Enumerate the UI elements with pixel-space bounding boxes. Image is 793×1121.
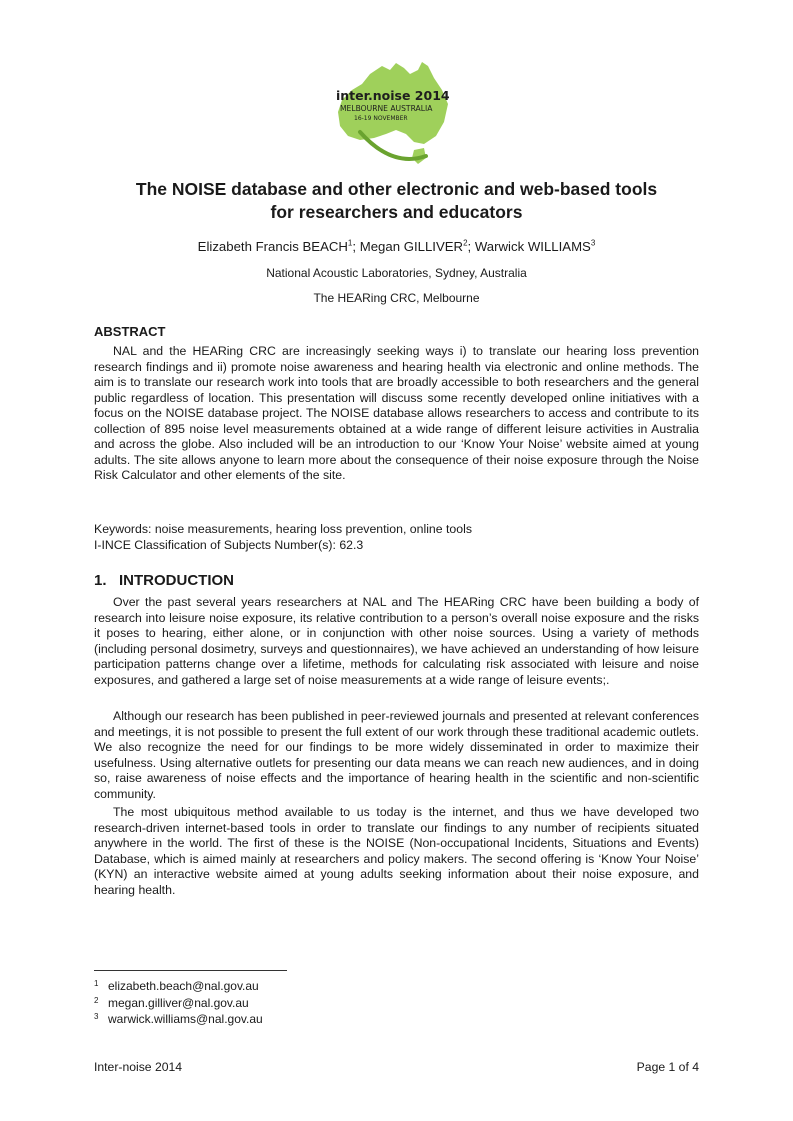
footnotes bbox=[94, 978, 263, 1028]
footer-conference: Inter-noise 2014 bbox=[94, 1060, 183, 1074]
author-mark: 2 bbox=[463, 238, 468, 248]
conference-logo bbox=[330, 60, 460, 172]
footnote-email: megan.gilliver@nal.gov.au bbox=[108, 995, 249, 1010]
logo-text-line2: MELBOURNE AUSTRALIA bbox=[340, 104, 433, 113]
introduction-paragraph-2 bbox=[94, 709, 699, 802]
introduction-heading: 1. INTRODUCTION bbox=[94, 572, 235, 589]
affiliation-1: National Acoustic Laboratories, Sydney, Australia bbox=[266, 266, 527, 280]
footnote-email: elizabeth.beach@nal.gov.au bbox=[108, 979, 259, 993]
footer-page-number: Page 1 of 4 bbox=[636, 1060, 699, 1074]
author-mark: 3 bbox=[590, 238, 596, 248]
footnote-3 bbox=[94, 1011, 263, 1028]
footnote-email: warwick.williams@nal.gov.au bbox=[108, 1012, 263, 1026]
footnote-separator bbox=[94, 970, 287, 971]
abstract-body: NAL and the HEARing CRC are increasingly seeking ways i) to translate our hearing loss prevention research findings and ii) promote noise awareness and hearing health via electronic and online methods. The aim is to translate our research work into tools that are broadly accessible to both researchers and the general public regardless of location. This presentation will discuss some recently developed online initiatives with a focus on the NOISE database project. The NOISE database allows researchers to access and contribute to its collection of 895 noise level measurements obtained at a wide range of different leisure activities in Australia and across the globe. Also included will be an introduction to our ‘Know Your Noise’ website aimed at young adults. The site allows anyone to learn more about the consequence of their noise exposure through the Noise Risk Calculator and other elements of the site. bbox=[94, 344, 699, 482]
author-name: Elizabeth Francis BEACH bbox=[197, 239, 348, 254]
affiliation-2: The HEARing CRC, Melbourne bbox=[313, 291, 480, 305]
author-list: Elizabeth Francis BEACH$^1$; Megan GILLIVER$^2$; Warwick WILLIAMS$^3$ bbox=[197, 238, 596, 254]
footnote-mark: 1 bbox=[94, 979, 99, 988]
logo-text-line1: inter.noise 2014 bbox=[336, 88, 450, 103]
paragraph-body: Although our research has been published in peer-reviewed journals and presented at relevant conferences and meetings, it is not possible to present the full extent of our work through these traditional academic outlets. We also recognize the need for our findings to be more widely disseminated in order to maximize their usefulness. Using alternative outlets for presenting our data means we can reach new audiences, and in doing so, raise awareness of noise effects and the importance of hearing health in the scientific and non-scientific community. bbox=[94, 709, 699, 801]
author-name: Warwick WILLIAMS bbox=[474, 239, 591, 254]
introduction-paragraph-3 bbox=[94, 805, 699, 898]
author-name: Megan GILLIVER bbox=[359, 239, 464, 254]
paper-title-line2: for researchers and educators bbox=[270, 202, 523, 222]
paragraph-body: The most ubiquitous method available to us today is the internet, and thus we have developed two research-driven internet-based tools in order to translate our findings to any number of recipients situated anywhere in the world. The first of these is the NOISE (Non-occupational Incidents, Situations and Events) Database, which is aimed mainly at researchers and policy makers. The second offering is ‘Know Your Noise’ (KYN) an interactive website aimed at young adults seeking information about their noise exposure, and hearing health. bbox=[94, 805, 699, 897]
abstract-text bbox=[94, 344, 699, 484]
footnote-2 bbox=[94, 995, 263, 1012]
classification-line: I-INCE Classification of Subjects Number(s): 62.3 bbox=[94, 537, 364, 552]
logo-text-line3: 16-19 NOVEMBER bbox=[354, 115, 408, 122]
footnote-mark: 3 bbox=[94, 1012, 99, 1021]
paper-title-line1: The NOISE database and other electronic and web-based tools bbox=[135, 179, 658, 199]
author-mark: 1 bbox=[347, 238, 353, 248]
keywords-block bbox=[94, 522, 699, 553]
introduction-paragraph-1 bbox=[94, 595, 699, 688]
paragraph-body: Over the past several years researchers at NAL and The HEARing CRC have been building a body of research into leisure noise exposure, its relative contribution to a person’s overall noise exposure and the risks it poses to hearing, either alone, or in conjunction with other noise sources. Using a variety of methods (including personal dosimetry, surveys and questionnaires), we have achieved an understanding of how leisure participation patterns change over a lifetime, methods for calculating risk associated with leisure and noise exposures, and gathered a large set of noise measurements at a wide range of leisure events;. bbox=[94, 595, 699, 687]
footnote-1 bbox=[94, 978, 263, 995]
footnote-mark: 2 bbox=[94, 995, 99, 1005]
abstract-heading: ABSTRACT bbox=[94, 324, 166, 339]
keywords-line: Keywords: noise measurements, hearing loss prevention, online tools bbox=[94, 522, 472, 536]
australia-map-shape bbox=[338, 62, 448, 144]
paper-title bbox=[80, 178, 713, 224]
